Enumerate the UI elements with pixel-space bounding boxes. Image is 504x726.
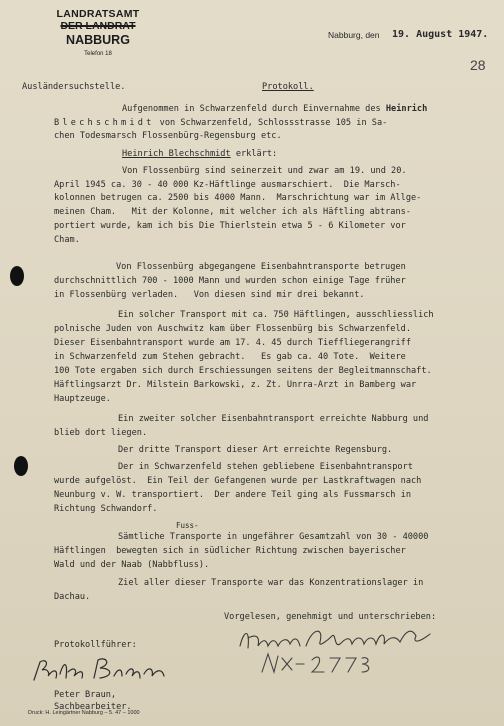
registration-number-handwritten: [258, 650, 378, 676]
para7-line2: Häftlingen bewegten sich in südlicher Richtung zwischen bayerischer: [54, 546, 406, 556]
protocol-title: Protokoll.: [262, 82, 314, 92]
declaration-line: Heinrich Blechschmidt erklärt:: [122, 149, 278, 159]
recorder-signature: [30, 654, 170, 684]
department-label: Ausländersuchstelle.: [22, 82, 126, 92]
para7-line1: Sämtliche Transporte in ungefährer Gesamtzahl von 30 - 40000: [118, 532, 429, 542]
para5-line1: Der dritte Transport dieser Art erreichte Regensburg.: [118, 445, 393, 455]
closing-line: Vorgelesen, genehmigt und unterschrieben:: [224, 612, 437, 622]
para4-line2: blieb dort liegen.: [54, 428, 148, 438]
para3-line3: Dieser Eisenbahntransport wurde am 17. 4. 45 durch Tieffliegerangriff: [54, 338, 411, 348]
intro-line-2: Blechschmidt von Schwarzenfeld, Schlossstrasse 105 in Sa-: [54, 118, 388, 128]
para3-line7: Hauptzeuge.: [54, 394, 111, 404]
para3-line5: 100 Tote ergaben sich durch Erschiessungen seitens der Begleitmannschaft.: [54, 366, 432, 376]
para3-line6: Häftlingsarzt Dr. Milstein Barkowski, z. Zt. Unrra-Arzt in Bamberg war: [54, 380, 417, 390]
place-label: Nabburg, den: [328, 30, 380, 40]
intro-line-3: chen Todesmarsch Flossenbürg-Regensburg etc.: [54, 131, 282, 141]
para3-line4: in Schwarzenfeld zum Stehen gebracht. Es gab ca. 40 Tote. Weitere: [54, 352, 406, 362]
para1-line5: portiert wurde, kam ich bis Die Thierlstein etwa 5 - 6 Kilometer vor: [54, 221, 406, 231]
recorder-name: Peter Braun,: [54, 690, 117, 700]
punch-hole-top: [10, 266, 24, 286]
punch-hole-bottom: [14, 456, 28, 476]
para4-line1: Ein zweiter solcher Eisenbahntransport erreichte Nabburg und: [118, 414, 429, 424]
printer-imprint: Druck: H. Leingärtner Nabburg – 5. 47 – 1000: [28, 710, 140, 716]
para6-line1: Der in Schwarzenfeld stehen gebliebene Eisenbahntransport: [118, 462, 413, 472]
para8-line2: Dachau.: [54, 592, 91, 602]
para1-line3: kolonnen betrugen ca. 2500 bis 4000 Mann. Marschrichtung war im Allge-: [54, 193, 422, 203]
para7-line3: Wald und der Naab (Nabbfluss).: [54, 560, 210, 570]
recorder-title: Sachbearbeiter.: [54, 702, 132, 712]
para1-line4: meinen Cham. Mit der Kolonne, mit welcher ich als Häftling abtrans-: [54, 207, 411, 217]
document-date: 19. August 1947.: [392, 29, 489, 40]
letterhead-line2-struck: DER LANDRAT: [60, 20, 136, 32]
para8-line1: Ziel aller dieser Transporte war das Konzentrationslager in: [118, 578, 424, 588]
para1-line1: Von Flossenbürg sind seinerzeit und zwar am 19. und 20.: [122, 166, 407, 176]
letterhead: [38, 8, 158, 57]
letterhead-line1: LANDRATSAMT: [56, 8, 140, 20]
para6-line4: Richtung Schwandorf.: [54, 504, 158, 514]
letterhead-city: NABBURG: [66, 33, 130, 47]
para1-line2: April 1945 ca. 30 - 40 000 Kz-Häftlinge ausmarschiert. Die Marsch-: [54, 180, 401, 190]
para1-line6: Cham.: [54, 235, 80, 245]
handwritten-insert: Fuss-: [176, 521, 199, 530]
para3-line1: Ein solcher Transport mit ca. 750 Häftlingen, ausschliesslich: [118, 310, 434, 320]
para6-line3: Neunburg v. W. transportiert. Der andere Teil ging als Fussmarsch in: [54, 490, 411, 500]
page-number: 28: [470, 57, 486, 73]
letterhead-phone: Telefon 18: [84, 51, 112, 57]
recorder-label: Protokollführer:: [54, 640, 137, 650]
para2-line1: Von Flossenbürg abgegangene Eisenbahntransporte betrugen: [116, 262, 406, 272]
para2-line3: in Flossenbürg verladen. Von diesen sind mir drei bekannt.: [54, 290, 365, 300]
intro-line-1: Aufgenommen in Schwarzenfeld durch Einvernahme des Heinrich: [122, 104, 428, 114]
para2-line2: durchschnittlich 700 - 1000 Mann und wurden schon einige Tage früher: [54, 276, 406, 286]
para3-line2: polnische Juden von Auschwitz kam über Flossenbürg bis Schwarzenfeld.: [54, 324, 411, 334]
para6-line2: wurde aufgelöst. Ein Teil der Gefangenen wurde per Lastkraftwagen nach: [54, 476, 422, 486]
intro-name-spaced: Blechschmidt: [54, 118, 155, 128]
